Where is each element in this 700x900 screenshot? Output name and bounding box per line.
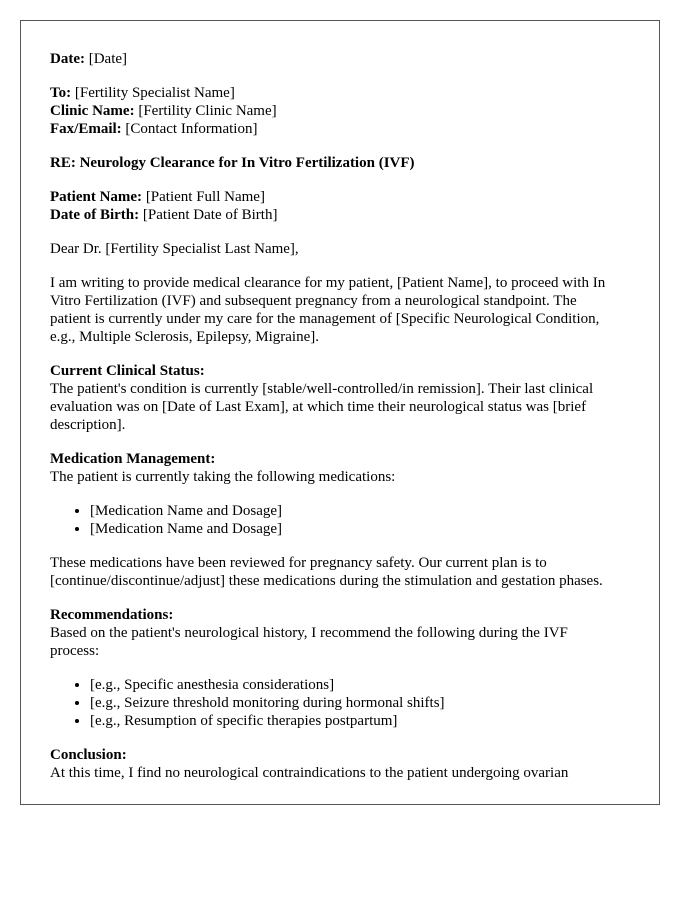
- medication-followup: These medications have been reviewed for pregnancy safety. Our current plan is to [continue/discontinue/adjust] these medications during the stimulation and gestation phases.: [50, 555, 603, 589]
- patient-dob-line: [50, 206, 620, 224]
- recipient-block: [50, 84, 620, 138]
- patient-name-value: [Patient Full Name]: [145, 189, 265, 205]
- subject-line: [50, 154, 620, 172]
- patient-block: [50, 188, 620, 224]
- clinical-status-heading: Current Clinical Status:: [50, 363, 205, 379]
- patient-dob-value: [Patient Date of Birth]: [142, 207, 278, 223]
- subject-text: RE: Neurology Clearance for In Vitro Fertilization (IVF): [50, 155, 415, 171]
- salutation: Dear Dr. [Fertility Specialist Last Name],: [50, 241, 299, 257]
- date-value: [Date]: [88, 51, 128, 67]
- conclusion-body: At this time, I find no neurological contraindications to the patient undergoing ovarian: [50, 765, 569, 781]
- conclusion-heading: Conclusion:: [50, 747, 127, 763]
- contact-label: Fax/Email:: [50, 121, 122, 137]
- list-item: • [e.g., Seizure threshold monitoring during hormonal shifts]: [90, 694, 620, 712]
- clinical-status-section: [50, 362, 620, 434]
- recommendations-intro: Based on the patient's neurological history, I recommend the following during the IVF process:: [50, 625, 568, 659]
- clinic-label: Clinic Name:: [50, 103, 135, 119]
- to-line: [50, 84, 620, 102]
- recommendations-heading: Recommendations:: [50, 607, 174, 623]
- patient-name-line: [50, 188, 620, 206]
- to-value: [Fertility Specialist Name]: [74, 85, 235, 101]
- list-item: • [e.g., Resumption of specific therapies postpartum]: [90, 712, 620, 730]
- clinic-value: [Fertility Clinic Name]: [138, 103, 277, 119]
- date-label: Date:: [50, 51, 85, 67]
- medication-heading: Medication Management:: [50, 451, 216, 467]
- medication-section: [50, 450, 620, 486]
- clinical-status-body: The patient's condition is currently [stable/well-controlled/in remission]. Their last clinical evaluation was on [Date of Last Exam], at which time their neurological status was [brief description].: [50, 381, 594, 433]
- contact-value: [Contact Information]: [125, 121, 258, 137]
- letter-content: [50, 50, 620, 798]
- clinic-line: [50, 102, 620, 120]
- list-item: • [Medication Name and Dosage]: [90, 520, 620, 538]
- list-item: • [e.g., Specific anesthesia considerations]: [90, 676, 620, 694]
- patient-dob-label: Date of Birth:: [50, 207, 140, 223]
- recommendations-section: [50, 606, 620, 660]
- to-label: To:: [50, 85, 72, 101]
- letter-page: [20, 20, 660, 805]
- conclusion-section: [50, 746, 620, 782]
- medication-list: [50, 502, 620, 538]
- date-line: [50, 50, 620, 68]
- recommendations-list: [50, 676, 620, 730]
- intro-paragraph: I am writing to provide medical clearance for my patient, [Patient Name], to proceed with In Vitro Fertilization (IVF) and subsequent pregnancy from a neurological standpoint. The patient is currently under my care for the management of [Specific Neurological Condition, e.g., Multiple Sclerosis, Epilepsy, Migraine].: [50, 275, 606, 345]
- medication-intro: The patient is currently taking the following medications:: [50, 469, 396, 485]
- list-item: • [Medication Name and Dosage]: [90, 502, 620, 520]
- contact-line: [50, 120, 620, 138]
- patient-name-label: Patient Name:: [50, 189, 143, 205]
